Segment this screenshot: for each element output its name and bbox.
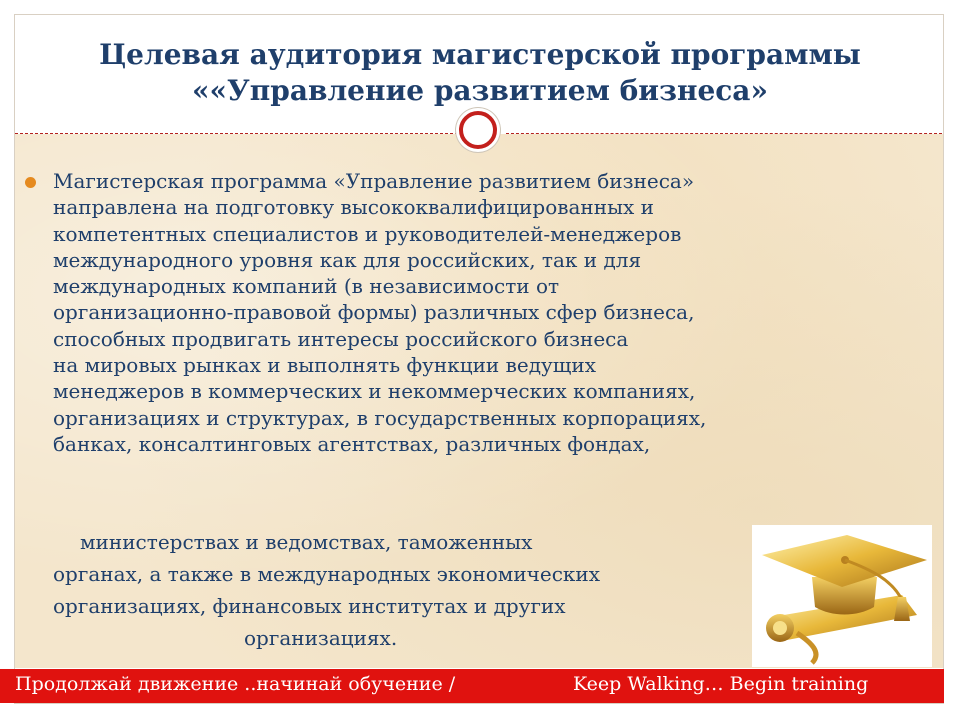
paragraph-line: на мировых рынках и выполнять функции ведущих (53, 353, 596, 378)
title-line-2: ««Управление развитием бизнеса» (192, 74, 768, 107)
paragraph-line: способных продвигать интересы российского бизнеса (53, 326, 629, 351)
continuation-line: организациях. (244, 626, 398, 650)
slide-title (15, 37, 945, 109)
paragraph-line: организационно-правовой формы) различных сфер бизнеса, (53, 300, 695, 325)
paragraph-line: менеджеров в коммерческих и некоммерческих компаниях, (53, 379, 696, 404)
graduation-cap-diploma-icon (752, 525, 932, 667)
continuation-line: органах, а также в международных экономических (53, 562, 601, 586)
paragraph (53, 168, 913, 457)
ring-ornament-icon (459, 111, 497, 149)
bullet-icon (25, 177, 36, 188)
continuation-line: министерствах и ведомствах, таможенных (80, 530, 533, 554)
paragraph-line: международного уровня как для российских, так и для (53, 247, 642, 272)
paragraph-line: международных компаний (в независимости от (53, 274, 560, 299)
paragraph-line: Магистерская программа «Управление развитием бизнеса» (53, 169, 695, 193)
paragraph-line: компетентных специалистов и руководителей-менеджеров (53, 221, 682, 246)
paragraph-line: банках, консалтинговых агентствах, различных фондах, (53, 431, 651, 456)
continuation-line: организациях, финансовых институтах и других (53, 594, 566, 618)
graduation-cap-illustration (752, 525, 932, 667)
footer-slogan-en: Keep Walking… Begin training (573, 673, 869, 695)
title-line-1: Целевая аудитория магистерской программы (99, 38, 861, 71)
paragraph-line: направлена на подготовку высококвалифицированных и (53, 195, 654, 220)
paragraph-line: организациях и структурах, в государственных корпорациях, (53, 405, 707, 430)
footer-slogan-ru: Продолжай движение ..начинай обучение / (15, 673, 456, 695)
